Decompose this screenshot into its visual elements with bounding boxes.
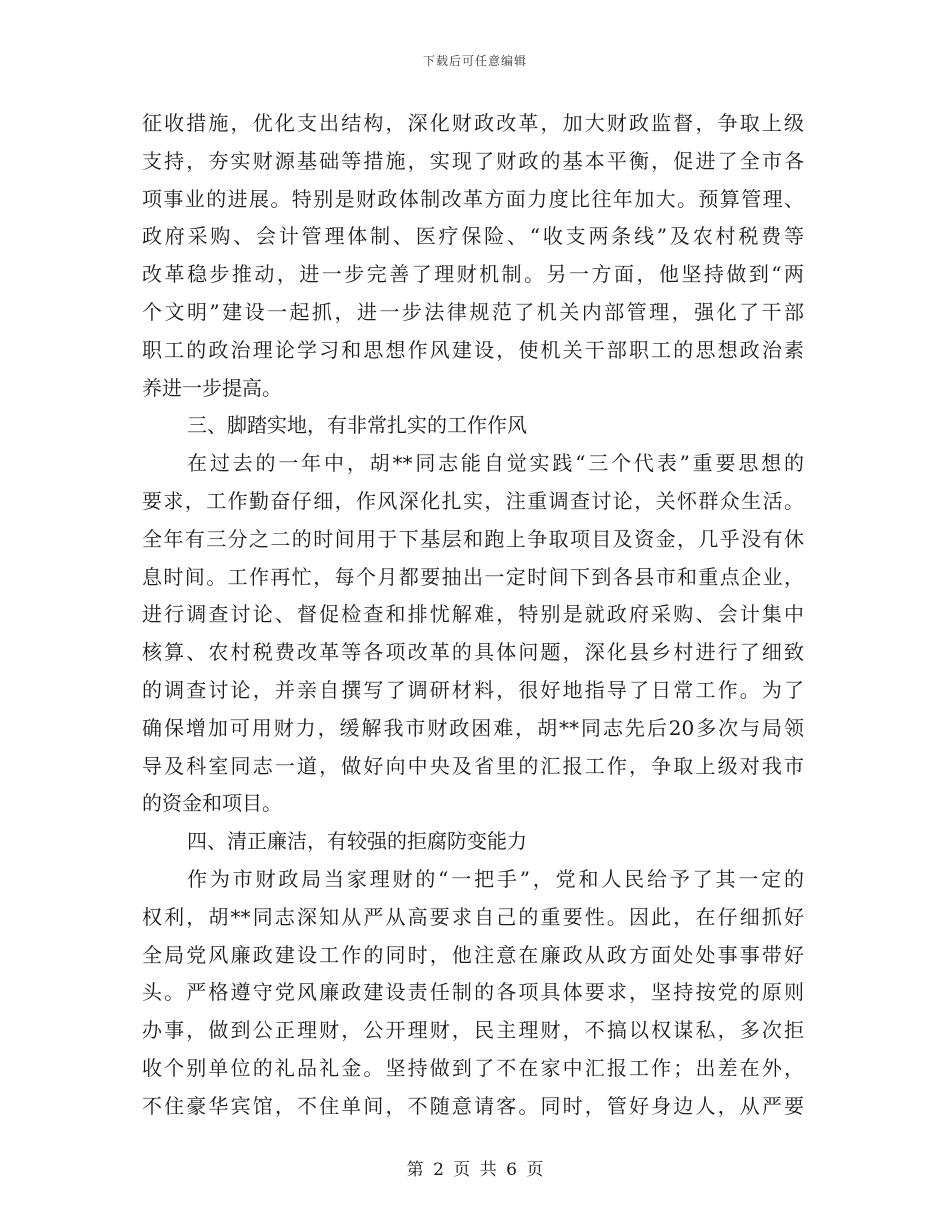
page-header: 下载后可任意编辑 bbox=[422, 54, 527, 68]
paragraph-line: 头。严格遵守党风廉政建设责任制的各项具体要求，坚持按党的原则 bbox=[142, 980, 804, 1005]
paragraph-line: 支持，夯实财源基础等措施，实现了财政的基本平衡，促进了全市各 bbox=[142, 148, 804, 173]
paragraph-line: 养进一步提高。 bbox=[142, 375, 282, 400]
section-heading: 三、脚踏实地，有非常扎实的工作作风 bbox=[187, 413, 527, 438]
paragraph-line: 在过去的一年中，胡**同志能自觉实践“三个代表”重要思想的 bbox=[187, 451, 804, 476]
paragraph-line: 导及科室同志一道，做好向中央及省里的汇报工作，争取上级对我市 bbox=[142, 753, 804, 778]
document-body bbox=[142, 105, 804, 1126]
paragraph-line: 进行调查讨论、督促检查和排忧解难，特别是就政府采购、会计集中 bbox=[142, 602, 804, 627]
paragraph-line: 全年有三分之二的时间用于下基层和跑上争取项目及资金，几乎没有休 bbox=[142, 526, 804, 551]
paragraph-line: 的资金和项目。 bbox=[142, 791, 282, 816]
paragraph-line: 项事业的进展。特别是财政体制改革方面力度比往年加大。预算管理、 bbox=[142, 186, 804, 211]
paragraph-line: 不住豪华宾馆，不住单间，不随意请客。同时，管好身边人，从严要 bbox=[142, 1093, 804, 1118]
section-heading: 四、清正廉洁，有较强的拒腐防变能力 bbox=[187, 829, 527, 854]
paragraph-line: 作为市财政局当家理财的“一把手”，党和人民给予了其一定的 bbox=[187, 866, 804, 891]
paragraph-line: 征收措施，优化支出结构，深化财政改革，加大财政监督，争取上级 bbox=[142, 111, 804, 135]
paragraph-line: 职工的政治理论学习和思想作风建设，使机关干部职工的思想政治素 bbox=[142, 337, 804, 362]
paragraph-line: 权利，胡**同志深知从严从高要求自己的重要性。因此，在仔细抓好 bbox=[142, 904, 804, 929]
page-number-footer: 第 2 页 共 6 页 bbox=[406, 1160, 544, 1180]
paragraph-line: 要求，工作勤奋仔细，作风深化扎实，注重调查讨论，关怀群众生活。 bbox=[142, 488, 804, 513]
paragraph-line: 确保增加可用财力，缓解我市财政困难，胡**同志先后20多次与局领 bbox=[142, 715, 804, 740]
paragraph-line: 收个别单位的礼品礼金。坚持做到了不在家中汇报工作；出差在外， bbox=[142, 1055, 804, 1080]
paragraph-line: 的调查讨论，并亲自撰写了调研材料，很好地指导了日常工作。为了 bbox=[142, 677, 804, 702]
paragraph-line: 政府采购、会计管理体制、医疗保险、“收支两条线”及农村税费等 bbox=[142, 224, 804, 249]
paragraph-line: 个文明”建设一起抓，进一步法律规范了机关内部管理，强化了干部 bbox=[142, 299, 804, 324]
paragraph-line: 息时间。工作再忙，每个月都要抽出一定时间下到各县市和重点企业， bbox=[142, 564, 804, 589]
paragraph-line: 核算、农村税费改革等各项改革的具体问题，深化县乡村进行了细致 bbox=[142, 640, 804, 665]
paragraph-line: 改革稳步推动，进一步完善了理财机制。另一方面，他坚持做到“两 bbox=[142, 262, 804, 287]
paragraph-line: 全局党风廉政建设工作的同时，他注意在廉政从政方面处处事事带好 bbox=[142, 942, 804, 967]
paragraph-line: 办事，做到公正理财，公开理财，民主理财，不搞以权谋私，多次拒 bbox=[142, 1018, 804, 1043]
